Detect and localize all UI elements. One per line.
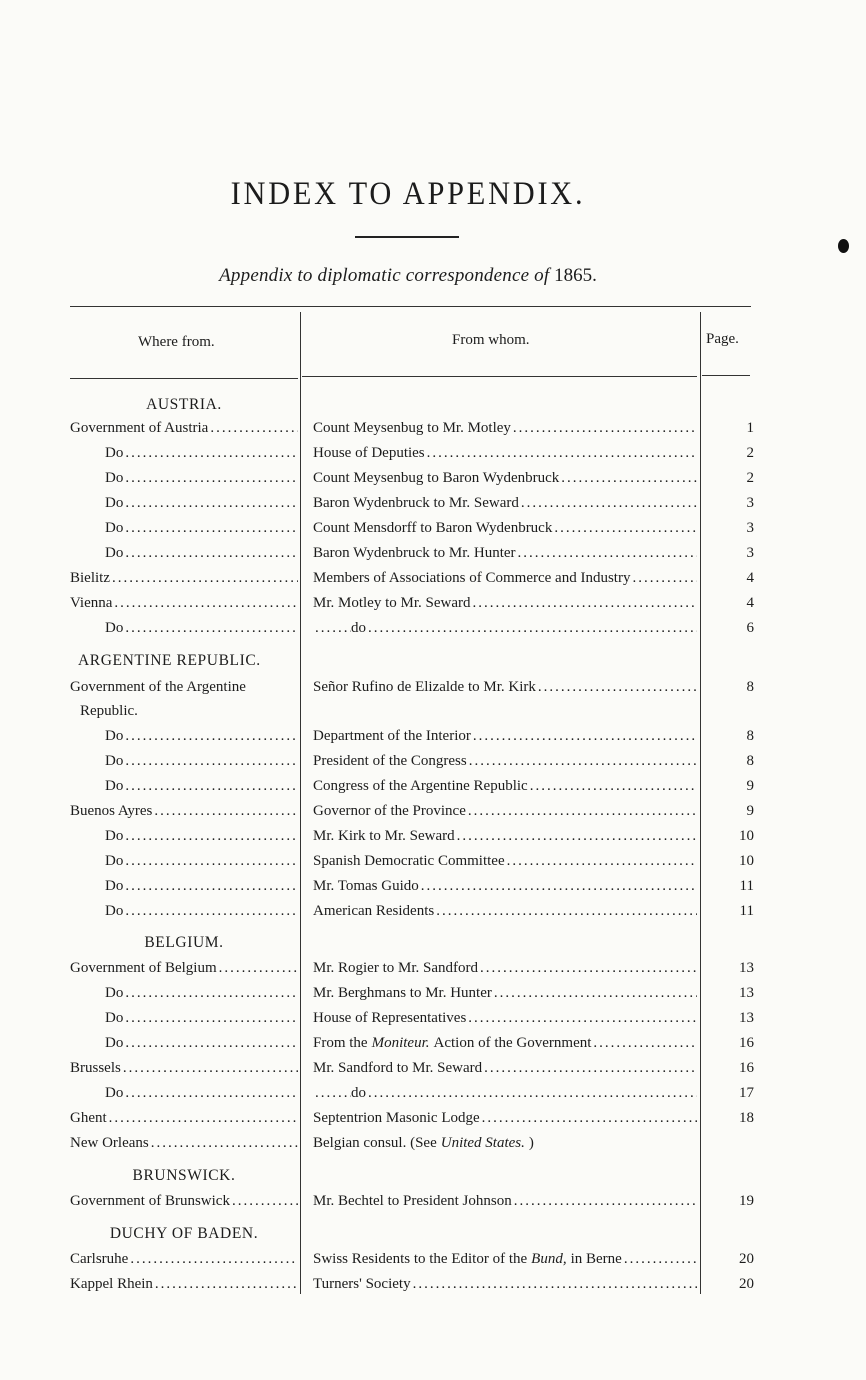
table-row <box>0 958 866 982</box>
table-row <box>0 1191 866 1215</box>
dot-leader <box>125 901 298 921</box>
section-heading: BRUNSWICK. <box>132 1167 236 1184</box>
dot-leader <box>480 958 697 978</box>
where-from-text: Do <box>105 470 124 486</box>
page-title: INDEX TO APPENDIX. <box>230 176 586 212</box>
where-from-cell <box>105 518 298 538</box>
from-whom-text: Señor Rufino de Elizalde to Mr. Kirk <box>313 679 536 695</box>
dot-leader <box>114 593 298 613</box>
table-top-rule <box>70 306 751 307</box>
page-number: 9 <box>746 778 754 794</box>
where-from-cell <box>70 1274 298 1294</box>
where-from-cell <box>70 677 298 697</box>
where-from-text: Do <box>105 728 124 744</box>
from-whom-cell <box>313 1133 697 1153</box>
where-from-text: Kappel Rhein <box>70 1276 153 1292</box>
from-whom-cell <box>313 826 697 846</box>
table-row <box>0 568 866 592</box>
where-from-cell <box>105 751 298 771</box>
from-whom-cell <box>313 776 697 796</box>
from-whom-cell <box>313 493 697 513</box>
header-from-whom: From whom. <box>452 332 530 348</box>
where-from-cell <box>70 801 298 821</box>
from-whom-cell <box>313 751 697 771</box>
page-number: 13 <box>739 1010 754 1026</box>
from-whom-cell <box>313 618 697 638</box>
where-from-text: Do <box>105 445 124 461</box>
where-from-cell <box>70 568 298 588</box>
where-from-cell <box>105 826 298 846</box>
where-from-cell <box>70 1249 298 1269</box>
where-from-text: Carlsruhe <box>70 1251 129 1267</box>
from-whom-text: in Berne <box>570 1251 622 1267</box>
dot-leader <box>125 776 298 796</box>
from-whom-text: Members of Associations of Commerce and Industry <box>313 570 631 586</box>
header-rule-from <box>70 378 298 379</box>
from-whom-cell <box>313 901 697 921</box>
from-whom-text: Count Mensdorff to Baron Wydenbruck <box>313 520 553 536</box>
table-row <box>0 876 866 900</box>
from-whom-text: Count Meysenbug to Baron Wydenbruck <box>313 470 560 486</box>
from-whom-cell <box>313 593 697 613</box>
from-whom-text: House of Representatives <box>313 1010 467 1026</box>
table-row <box>0 1058 866 1082</box>
from-whom-cell <box>313 568 697 588</box>
header-rule-page <box>702 375 750 376</box>
from-whom-cell <box>313 468 697 488</box>
from-whom-text: Mr. Bechtel to President Johnson <box>313 1193 512 1209</box>
from-whom-cell <box>313 418 697 438</box>
from-whom-cell <box>313 1008 697 1028</box>
where-from-cell <box>70 958 298 978</box>
page-number: 3 <box>746 520 754 536</box>
table-row <box>0 677 866 701</box>
where-from-text: New Orleans <box>70 1135 149 1151</box>
from-whom-italic: Bund, <box>531 1251 567 1267</box>
table-row <box>0 726 866 750</box>
where-from-cell <box>105 983 298 1003</box>
where-from-cell <box>70 1108 298 1128</box>
dot-leader <box>151 1133 298 1153</box>
from-whom-cell <box>313 1108 697 1128</box>
where-from-cell <box>105 1008 298 1028</box>
where-from-text: Ghent <box>70 1110 107 1126</box>
page-number: 13 <box>739 985 754 1001</box>
where-from-cell <box>105 776 298 796</box>
dot-leader <box>436 901 697 921</box>
title-rule <box>355 236 459 238</box>
table-row <box>0 1249 866 1273</box>
dot-leader <box>468 801 697 821</box>
table-row <box>0 1108 866 1132</box>
table-row <box>0 593 866 617</box>
ink-dot <box>838 239 849 253</box>
dot-leader <box>125 851 298 871</box>
dot-leader <box>473 726 697 746</box>
where-from-cell <box>105 851 298 871</box>
dot-leader <box>125 1033 298 1053</box>
page-number: 19 <box>739 1193 754 1209</box>
where-from-text: Buenos Ayres <box>70 803 153 819</box>
dot-leader <box>219 958 298 978</box>
where-from-text: Do <box>105 1010 124 1026</box>
where-from-text: Do <box>105 753 124 769</box>
dot-leader <box>468 1008 697 1028</box>
where-from-text: Brussels <box>70 1060 121 1076</box>
from-whom-text: Mr. Tomas Guido <box>313 878 419 894</box>
from-whom-text: President of the Congress <box>313 753 467 769</box>
table-row <box>0 1008 866 1032</box>
where-from-cell <box>70 593 298 613</box>
page-number: 4 <box>746 595 754 611</box>
header-page: Page. <box>706 331 739 347</box>
from-whom-cell <box>313 958 697 978</box>
from-whom-text: House of Deputies <box>313 445 425 461</box>
from-whom-cell <box>313 1058 697 1078</box>
dot-leader <box>232 1191 298 1211</box>
from-whom-text: do <box>351 1085 366 1101</box>
dot-leader <box>482 1108 697 1128</box>
dot-leader <box>457 826 697 846</box>
dot-leader <box>632 568 697 588</box>
from-whom-text: Action of the Government <box>433 1035 592 1051</box>
dot-leader <box>421 876 697 896</box>
where-from-text: Government of Belgium <box>70 960 217 976</box>
dot-leader <box>123 1058 298 1078</box>
from-whom-text: Mr. Berghmans to Mr. Hunter <box>313 985 492 1001</box>
from-whom-cell <box>313 543 697 563</box>
where-from-text: Vienna <box>70 595 113 611</box>
dot-leader <box>530 776 697 796</box>
from-whom-cell <box>313 1033 697 1053</box>
where-from-cell <box>105 1083 298 1103</box>
dot-leader <box>155 1274 298 1294</box>
from-whom-text: Spanish Democratic Committee <box>313 853 505 869</box>
page-number: 17 <box>739 1085 754 1101</box>
section-heading: BELGIUM. <box>144 934 224 951</box>
from-whom-cell <box>313 876 697 896</box>
dot-leader <box>624 1249 697 1269</box>
dot-leader <box>125 493 298 513</box>
page-number: 3 <box>746 545 754 561</box>
table-row <box>0 851 866 875</box>
from-whom-cell <box>313 801 697 821</box>
dot-leader <box>125 468 298 488</box>
page-number: 10 <box>739 853 754 869</box>
page-number: 6 <box>746 620 754 636</box>
dot-leader <box>427 443 697 463</box>
from-whom-text: Count Meysenbug to Mr. Motley <box>313 420 511 436</box>
where-from-text: Do <box>105 545 124 561</box>
page-number: 11 <box>739 903 754 919</box>
where-from-cell <box>105 726 298 746</box>
from-whom-text: do <box>351 620 366 636</box>
subtitle-italic: Appendix to diplomatic correspondence of <box>219 265 550 286</box>
dot-leader <box>561 468 697 488</box>
from-whom-text: From the <box>313 1035 368 1051</box>
dot-leader <box>368 618 697 638</box>
header-where-from: Where from. <box>138 334 215 350</box>
dot-leader <box>507 851 697 871</box>
from-whom-text: Belgian consul. (See <box>313 1135 437 1151</box>
from-whom-text: Mr. Rogier to Mr. Sandford <box>313 960 478 976</box>
where-from-text: Bielitz <box>70 570 110 586</box>
dot-leader <box>494 983 697 1003</box>
dot-leader <box>484 1058 697 1078</box>
dot-leader <box>125 443 298 463</box>
dot-leader <box>125 518 298 538</box>
dot-leader <box>125 726 298 746</box>
dot-leader <box>368 1083 697 1103</box>
table-row <box>0 493 866 517</box>
where-from-text: Government of Brunswick <box>70 1193 230 1209</box>
where-from-cell <box>70 418 298 438</box>
section-heading: ARGENTINE REPUBLIC. <box>78 652 261 669</box>
where-from-text: Government of the Argentine <box>70 679 246 695</box>
from-whom-text: Baron Wydenbruck to Mr. Seward <box>313 495 519 511</box>
dot-leader <box>109 1108 298 1128</box>
from-whom-text: Mr. Kirk to Mr. Seward <box>313 828 455 844</box>
from-whom-cell <box>313 518 697 538</box>
from-whom-text: Mr. Motley to Mr. Seward <box>313 595 471 611</box>
from-whom-cell <box>313 1274 697 1294</box>
where-from-text: Do <box>105 828 124 844</box>
table-row <box>0 1083 866 1107</box>
dot-leader <box>130 1249 298 1269</box>
from-whom-text: ) <box>528 1135 534 1151</box>
section-heading: DUCHY OF BADEN. <box>109 1225 259 1242</box>
dot-leader <box>125 543 298 563</box>
dot-leader <box>125 1008 298 1028</box>
where-from-text: Government of Austria <box>70 420 209 436</box>
from-whom-cell <box>313 677 697 697</box>
from-whom-text: Turners' Society <box>313 1276 411 1292</box>
table-row <box>0 468 866 492</box>
table-row <box>0 1033 866 1057</box>
from-whom-cell <box>313 1249 697 1269</box>
from-whom-cell <box>313 983 697 1003</box>
where-from-text: Do <box>105 903 124 919</box>
dot-leader <box>154 801 298 821</box>
table-row <box>0 518 866 542</box>
from-whom-text: Department of the Interior <box>313 728 471 744</box>
where-from-cell <box>70 1191 298 1211</box>
from-whom-italic: United States. <box>440 1135 525 1151</box>
page-number: 10 <box>739 828 754 844</box>
dot-leader <box>593 1033 697 1053</box>
dot-leader <box>473 593 698 613</box>
page-number: 16 <box>739 1035 754 1051</box>
where-from-cell <box>105 876 298 896</box>
dot-leader <box>125 983 298 1003</box>
from-whom-cell <box>313 1083 697 1103</box>
dot-leader <box>413 1274 697 1294</box>
where-from-cell <box>105 901 298 921</box>
table-row <box>0 983 866 1007</box>
dot-leader <box>112 568 298 588</box>
page-number: 20 <box>739 1251 754 1267</box>
dot-leader <box>125 826 298 846</box>
table-row <box>0 826 866 850</box>
where-from-cell <box>105 443 298 463</box>
where-from-cell <box>105 618 298 638</box>
where-from-cell <box>105 1033 298 1053</box>
subtitle <box>0 265 816 287</box>
dot-leader <box>125 1083 298 1103</box>
where-from-text: Do <box>105 985 124 1001</box>
where-from-text: Do <box>105 620 124 636</box>
section-heading: AUSTRIA. <box>146 396 222 413</box>
dot-leader <box>554 518 697 538</box>
table-row <box>0 443 866 467</box>
subtitle-year: 1865. <box>554 265 597 286</box>
from-whom-cell <box>313 1191 697 1211</box>
where-from-text: Do <box>105 1085 124 1101</box>
dot-leader <box>125 751 298 771</box>
where-from-cell <box>105 493 298 513</box>
page-number: 8 <box>746 728 754 744</box>
where-from-text: Do <box>105 778 124 794</box>
table-row <box>0 901 866 925</box>
dot-leader <box>315 1083 351 1103</box>
page-number: 4 <box>746 570 754 586</box>
row-continuation: Republic. <box>80 703 138 719</box>
table-row <box>0 1274 866 1298</box>
dot-leader <box>125 876 298 896</box>
where-from-cell <box>70 1133 298 1153</box>
page-number: 13 <box>739 960 754 976</box>
dot-leader <box>469 751 697 771</box>
dot-leader <box>518 543 697 563</box>
dot-leader <box>210 418 298 438</box>
where-from-text: Do <box>105 878 124 894</box>
from-whom-text: Baron Wydenbruck to Mr. Hunter <box>313 545 516 561</box>
dot-leader <box>513 418 697 438</box>
table-row <box>0 1133 866 1157</box>
table-row <box>0 776 866 800</box>
page-number: 18 <box>739 1110 754 1126</box>
page-number: 9 <box>746 803 754 819</box>
dot-leader <box>125 618 298 638</box>
from-whom-cell <box>313 443 697 463</box>
page-number: 20 <box>739 1276 754 1292</box>
where-from-text: Do <box>105 520 124 536</box>
from-whom-text: Swiss Residents to the Editor of the <box>313 1251 528 1267</box>
table-row <box>0 418 866 442</box>
dot-leader <box>514 1191 697 1211</box>
dot-leader <box>315 618 351 638</box>
page-number: 1 <box>746 420 754 436</box>
from-whom-text: American Residents <box>313 903 435 919</box>
where-from-text: Do <box>105 495 124 511</box>
from-whom-text: Mr. Sandford to Mr. Seward <box>313 1060 483 1076</box>
page-number: 2 <box>746 470 754 486</box>
where-from-cell <box>70 1058 298 1078</box>
from-whom-cell <box>313 851 697 871</box>
page-number: 11 <box>739 878 754 894</box>
page-number: 16 <box>739 1060 754 1076</box>
table-row <box>0 543 866 567</box>
from-whom-cell <box>313 726 697 746</box>
dot-leader <box>538 677 697 697</box>
table-row <box>0 618 866 642</box>
from-whom-text: Governor of the Province <box>313 803 466 819</box>
page-number: 8 <box>746 679 754 695</box>
page-number: 8 <box>746 753 754 769</box>
header-rule-whom <box>302 376 697 377</box>
from-whom-text: Septentrion Masonic Lodge <box>313 1110 480 1126</box>
where-from-text: Do <box>105 1035 124 1051</box>
dot-leader <box>521 493 697 513</box>
where-from-text: Do <box>105 853 124 869</box>
where-from-cell <box>105 468 298 488</box>
where-from-cell <box>105 543 298 563</box>
table-row <box>0 801 866 825</box>
table-row <box>0 751 866 775</box>
page-number: 3 <box>746 495 754 511</box>
from-whom-text: Congress of the Argentine Republic <box>313 778 528 794</box>
from-whom-italic: Moniteur. <box>371 1035 430 1051</box>
page-number: 2 <box>746 445 754 461</box>
